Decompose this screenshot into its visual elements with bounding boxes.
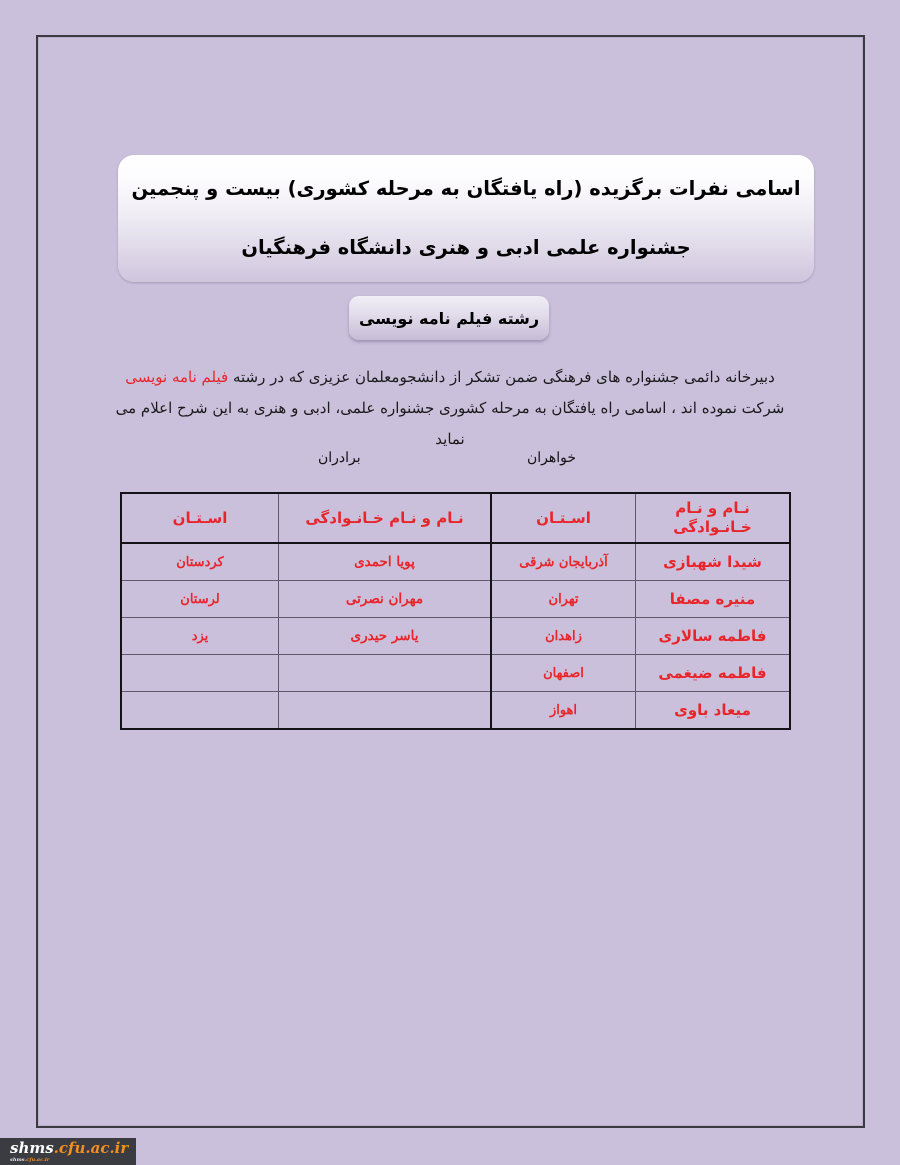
table-row [121,655,790,692]
watermark-sub-domain: .cfu.ac.ir [24,1157,50,1163]
cell-sister-name: شیدا شهبازی [636,543,791,581]
category-badge [349,296,549,340]
cell-brother-name: مهران نصرتی [279,581,492,618]
column-header-sister-name: نـام و نـام خـانـوادگی [636,493,791,543]
cell-brother-province [121,692,279,730]
watermark-site-name: shms [10,1139,54,1157]
site-watermark [0,1138,136,1165]
column-header-sister-province: اسـتـان [491,493,636,543]
cell-sister-name: منیره مصفا [636,581,791,618]
table-row [121,581,790,618]
intro-text-before: دبیرخانه دائمی جشنواره های فرهنگی ضمن تشکر از دانشجومعلمان عزیزی که در رشته [228,368,775,386]
watermark-domain: .cfu.ac.ir [53,1139,129,1157]
column-header-brother-name: نـام و نـام خـانـوادگی [279,493,492,543]
watermark-sub-text [10,1158,128,1163]
cell-sister-province: آذربایجان شرقی [491,543,636,581]
cell-sister-name: میعاد باوی [636,692,791,730]
table-row [121,543,790,581]
cell-sister-province: اصفهان [491,655,636,692]
cell-brother-name: یاسر حیدری [279,618,492,655]
cell-brother-province: کردستان [121,543,279,581]
cell-sister-name: فاطمه سالاری [636,618,791,655]
watermark-sub-name: shms [10,1157,25,1163]
cell-sister-name: فاطمه ضیغمی [636,655,791,692]
group-caption-sisters: خواهران [527,450,577,466]
page-title-line-1: اسامی نفرات برگزیده (راه یافتگان به مرحله کشوری) بیست و پنجمین [131,177,801,201]
cell-sister-province: زاهدان [491,618,636,655]
table-row [121,692,790,730]
cell-brother-province: لرستان [121,581,279,618]
title-panel [118,155,814,282]
category-badge-label: رشته فیلم نامه نویسی [358,308,540,328]
winners-table [120,492,791,730]
cell-brother-province [121,655,279,692]
table-body [121,543,790,729]
intro-highlight-field: فیلم نامه نویسی [125,368,229,386]
intro-text-after: شرکت نموده اند ، اسامی راه یافتگان به مرحله کشوری جشنواره علمی، ادبی و هنری به این شرح اعلام می نماید [115,398,785,448]
cell-sister-province: اهواز [491,692,636,730]
intro-paragraph [105,362,795,454]
table-row [121,618,790,655]
page-title-line-2: جشنواره علمی ادبی و هنری دانشگاه فرهنگیان [241,235,691,259]
cell-brother-name [279,655,492,692]
group-caption-brothers: برادران [318,450,361,466]
watermark-main-text [10,1141,128,1156]
column-header-brother-province: اسـتـان [121,493,279,543]
cell-brother-name: پویا احمدی [279,543,492,581]
cell-sister-province: تهران [491,581,636,618]
table-header-row [121,493,790,543]
cell-brother-name [279,692,492,730]
table-header [121,493,790,543]
cell-brother-province: یزد [121,618,279,655]
